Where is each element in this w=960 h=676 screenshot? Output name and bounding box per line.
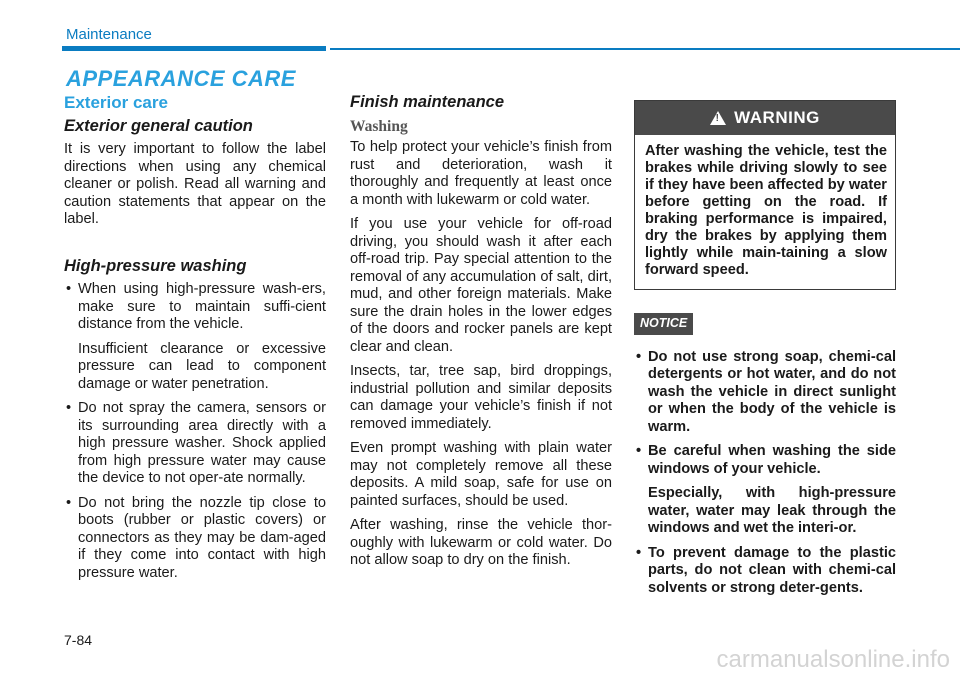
paragraph: After washing, rinse the vehicle thor-oughly with lukewarm or cold water. Do not allow soap to dry on the finish. <box>350 517 612 568</box>
page-number: 7-84 <box>64 632 93 648</box>
exterior-general-caution-heading: Exterior general caution <box>64 116 253 135</box>
list-item-subparagraph: Especially, with high-pressure water, water may leak through the windows and wet the interi-or. <box>648 485 896 536</box>
paragraph: Insects, tar, tree sap, bird droppings, industrial pollution and similar deposits can damage your vehicle’s finish if not removed immediately. <box>350 363 612 432</box>
warning-triangle-icon <box>710 111 726 125</box>
section-tab: Maintenance <box>66 26 152 43</box>
finish-maintenance-heading: Finish maintenance <box>350 93 505 111</box>
list-item: • Do not spray the camera, sensors or its surrounding area directly with a high pressure washer. Shock applied from high pressure water may cause the device to not oper-ate normally. <box>64 400 326 488</box>
warning-box <box>634 100 896 290</box>
header-rule-thick <box>62 46 326 51</box>
high-pressure-list <box>64 281 326 582</box>
page-title: APPEARANCE CARE <box>66 66 296 91</box>
list-item: • Do not use strong soap, chemi-cal detergents or hot water, and do not wash the vehicle in direct sunlight or when the body of the vehicle is warm. <box>634 349 896 437</box>
list-item: • To prevent damage to the plastic parts, do not clean with chemi-cal solvents or strong deter-gents. <box>634 545 896 598</box>
notice-badge: NOTICE <box>634 313 693 335</box>
column-left <box>64 92 326 589</box>
label-directions-paragraph: It is very important to follow the label directions when using any chemical cleaner or polish. Read all warning and caution statements that appear on the label. <box>64 141 326 227</box>
warning-header <box>635 101 895 135</box>
header-rule-thin <box>330 48 960 50</box>
list-item: • Do not bring the nozzle tip close to boots (rubber or plastic covers) or connectors as they may be dam-aged if they come into contact with high pressure water. <box>64 495 326 583</box>
washing-heading: Washing <box>350 117 408 135</box>
high-pressure-washing-heading: High-pressure washing <box>64 256 247 275</box>
paragraph: If you use your vehicle for off-road driving, you should wash it after each off-road trip. Pay special attention to the removal of any accumulation of salt, dirt, mud, and other foreign materials. Make sure the drain holes in the lower edges of the doors and rocker panels are kept clear and clean. <box>350 216 612 355</box>
paragraph: Even prompt washing with plain water may not completely remove all these deposits. A mild soap, safe for use on painted surfaces, should be used. <box>350 440 612 509</box>
list-item: • When using high-pressure wash-ers, make sure to maintain suffi-cient distance from the vehicle. <box>64 281 326 334</box>
exterior-care-heading: Exterior care <box>64 93 168 112</box>
warning-label: WARNING <box>734 108 820 128</box>
list-item: • Be careful when washing the side windows of your vehicle. <box>634 443 896 478</box>
watermark: carmanualsonline.info <box>716 646 950 673</box>
column-right <box>634 96 896 604</box>
paragraph: To help protect your vehicle’s finish from rust and deterioration, wash it thoroughly and frequently at least once a month with lukewarm or cold water. <box>350 139 612 208</box>
notice-list <box>634 349 896 598</box>
column-middle <box>350 92 612 577</box>
list-item-subparagraph: Insufficient clearance or excessive pressure can lead to component damage or water penetration. <box>78 340 326 392</box>
warning-text: After washing the vehicle, test the brakes while driving slowly to see if they have been affected by water before getting on the road. If braking performance is impaired, dry the brakes by applying them lightly while main-taining a slow forward speed. <box>645 143 887 278</box>
